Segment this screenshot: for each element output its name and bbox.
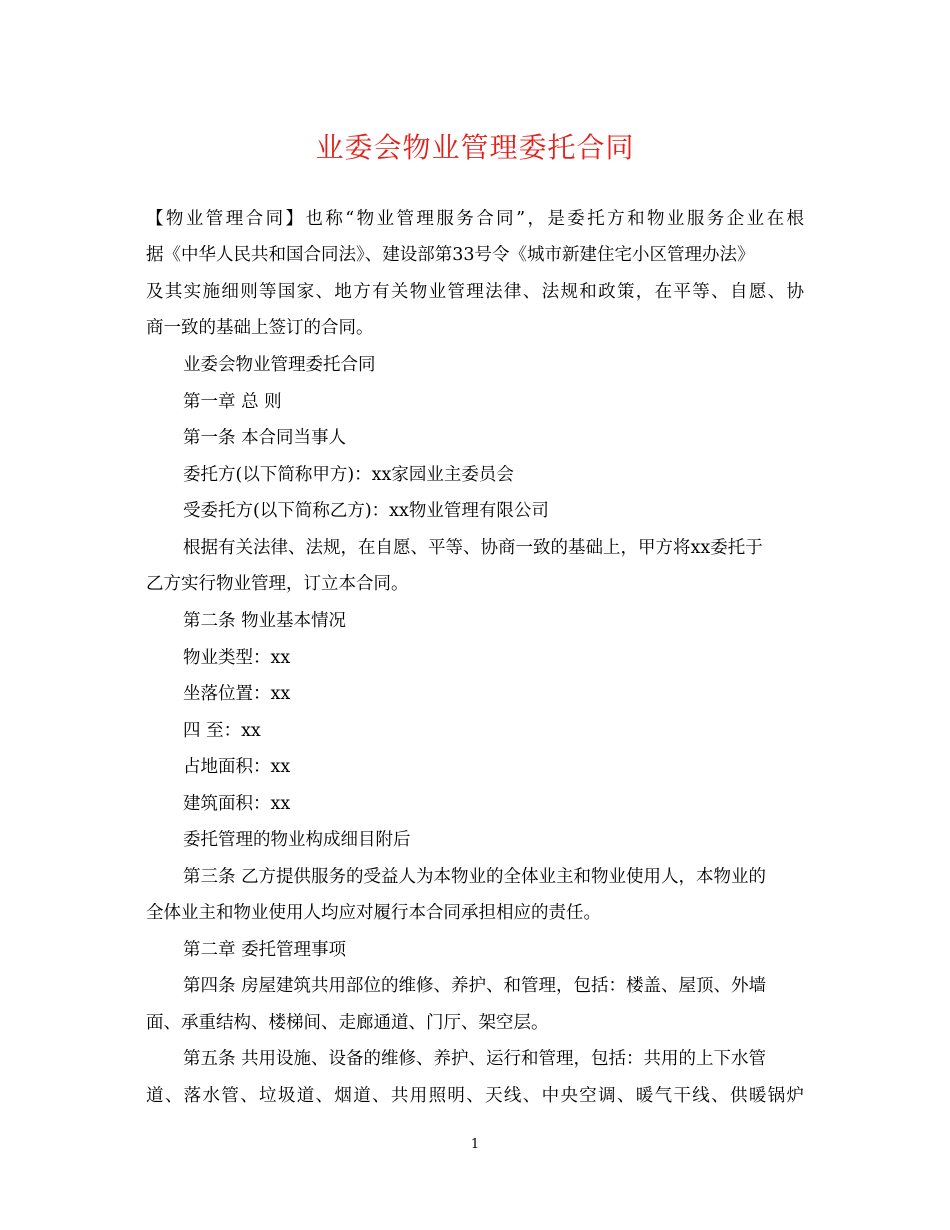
paragraph-line: 业委会物业管理委托合同 [183,355,376,375]
paragraph-line: 物业类型：xx [183,648,291,668]
paragraph-line: 【物业管理合同】也称“物业管理服务合同”，是委托方和物业服务企业在根 [146,209,804,229]
page-number: 1 [470,1137,480,1152]
article-heading: 第二条 物业基本情况 [183,611,347,631]
document-title: 业委会物业管理委托合同 [315,131,635,164]
paragraph-line: 四 至：xx [183,721,261,741]
paragraph-line: 商一致的基础上签订的合同。 [146,318,374,338]
paragraph-line: 第四条 房屋建筑共用部位的维修、养护、和管理，包括：楼盖、屋顶、外墙 [183,976,767,996]
paragraph-line: 委托管理的物业构成细目附后 [183,830,411,850]
chapter-heading: 第一章 总 则 [183,392,282,412]
paragraph-line: 乙方实行物业管理，订立本合同。 [146,574,409,594]
paragraph-line: 建筑面积：xx [183,794,291,814]
paragraph-line: 根据有关法律、法规，在自愿、平等、协商一致的基础上，甲方将xx委托于 [183,538,763,558]
paragraph-line: 占地面积：xx [183,757,291,777]
paragraph-line: 全体业主和物业使用人均应对履行本合同承担相应的责任。 [146,903,601,923]
paragraph-line: 受委托方(以下简称乙方)：xx物业管理有限公司 [183,501,549,521]
article-heading: 第一条 本合同当事人 [183,428,347,448]
paragraph-line: 坐落位置：xx [183,684,291,704]
paragraph-line: 据《中华人民共和国合同法》、建设部第33号令《城市新建住宅小区管理办法》 [146,245,755,265]
paragraph-line: 及其实施细则等国家、地方有关物业管理法律、法规和政策，在平等、自愿、协 [146,282,804,302]
paragraph-line: 道、落水管、垃圾道、烟道、共用照明、天线、中央空调、暖气干线、供暖锅炉 [146,1086,804,1106]
paragraph-line: 委托方(以下简称甲方)：xx家园业主委员会 [183,465,514,485]
chapter-heading: 第二章 委托管理事项 [183,940,347,960]
paragraph-line: 第五条 共用设施、设备的维修、养护、运行和管理，包括：共用的上下水管 [183,1049,767,1069]
paragraph-line: 面、承重结构、楼梯间、走廊通道、门厅、架空层。 [146,1013,549,1033]
paragraph-line: 第三条 乙方提供服务的受益人为本物业的全体业主和物业使用人，本物业的 [183,867,767,887]
